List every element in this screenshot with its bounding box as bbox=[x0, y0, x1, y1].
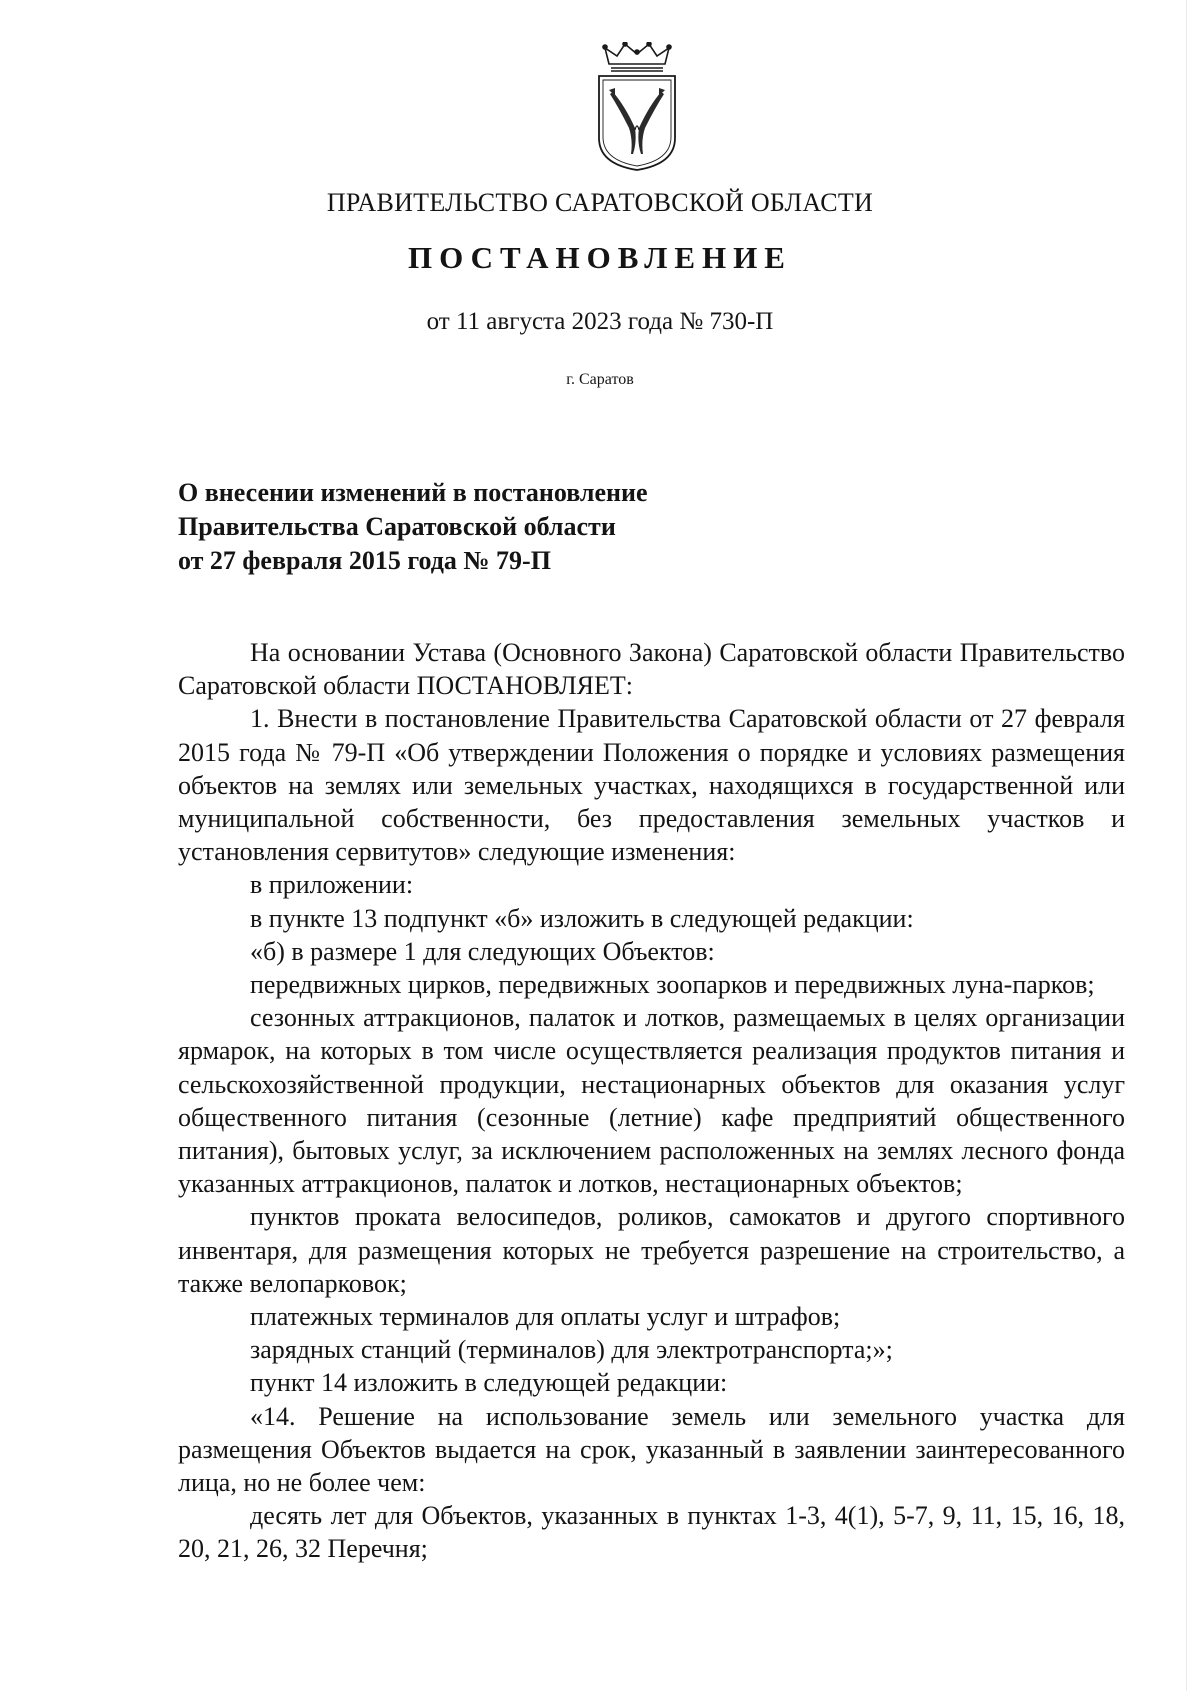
body-paragraph: зарядных станций (терминалов) для электротранспорта;»; bbox=[250, 1335, 893, 1365]
subject-line: О внесении изменений в постановление bbox=[178, 478, 648, 507]
document-subject bbox=[178, 476, 648, 578]
body-paragraph: «б) в размере 1 для следующих Объектов: bbox=[250, 936, 715, 966]
subject-line: от 27 февраля 2015 года № 79-П bbox=[178, 546, 551, 575]
document-type-title: ПОСТАНОВЛЕНИЕ bbox=[408, 240, 792, 275]
subject-line: Правительства Саратовской области bbox=[178, 512, 616, 541]
body-paragraph: платежных терминалов для оплаты услуг и штрафов; bbox=[250, 1302, 841, 1332]
body-paragraph: пунктов проката велосипедов, роликов, самокатов и другого спортивного инвентаря, для размещения которых не требуется разрешение на строительство, а также велопарковок; bbox=[178, 1202, 1125, 1298]
body-paragraph: сезонных аттракционов, палаток и лотков, размещаемых в целях организации ярмарок, на которых в том числе осуществляется реализация продуктов питания и сельскохозяйственной продукции, нестационарных объектов для оказания услуг общественного питания (сезонные (летние) кафе предприятий общественного питания), бытовых услуг, за исключением расположенных на землях лесного фонда указанных аттракционов, палаток и лотков, нестационарных объектов; bbox=[178, 1003, 1125, 1199]
saratov-coat-of-arms-icon bbox=[595, 42, 680, 172]
body-paragraph: пункт 14 изложить в следующей редакции: bbox=[250, 1368, 728, 1398]
document-date-number: от 11 августа 2023 года № 730-П bbox=[426, 308, 774, 335]
body-paragraph: «14. Решение на использование земель или земельного участка для размещения Объектов выдается на срок, указанный в заявлении заинтересованного лица, но не более чем: bbox=[178, 1401, 1125, 1498]
document-body bbox=[178, 636, 1125, 1566]
body-paragraph: в пункте 13 подпункт «б» изложить в следующей редакции: bbox=[250, 903, 914, 933]
government-name: ПРАВИТЕЛЬСТВО САРАТОВСКОЙ ОБЛАСТИ bbox=[326, 188, 874, 217]
body-paragraph: На основании Устава (Основного Закона) Саратовской области Правительство Саратовской области ПОСТАНОВЛЯЕТ: bbox=[178, 638, 1125, 701]
document-city: г. Саратов bbox=[566, 371, 634, 388]
body-paragraph: 1. Внести в постановление Правительства Саратовской области от 27 февраля 2015 года № 79-П «Об утверждении Положения о порядке и условиях размещения объектов на землях или земельных участках, находящихся в государственной или муниципальной собственности, без предоставления земельных участков и установления сервитутов» следующие изменения: bbox=[178, 704, 1125, 867]
body-paragraph: передвижных цирков, передвижных зоопарков и передвижных луна-парков; bbox=[250, 970, 1095, 1000]
body-paragraph: в приложении: bbox=[250, 870, 414, 900]
body-paragraph: десять лет для Объектов, указанных в пунктах 1-3, 4(1), 5-7, 9, 11, 15, 16, 18, 20, 21, 26, 32 Перечня; bbox=[178, 1501, 1125, 1564]
